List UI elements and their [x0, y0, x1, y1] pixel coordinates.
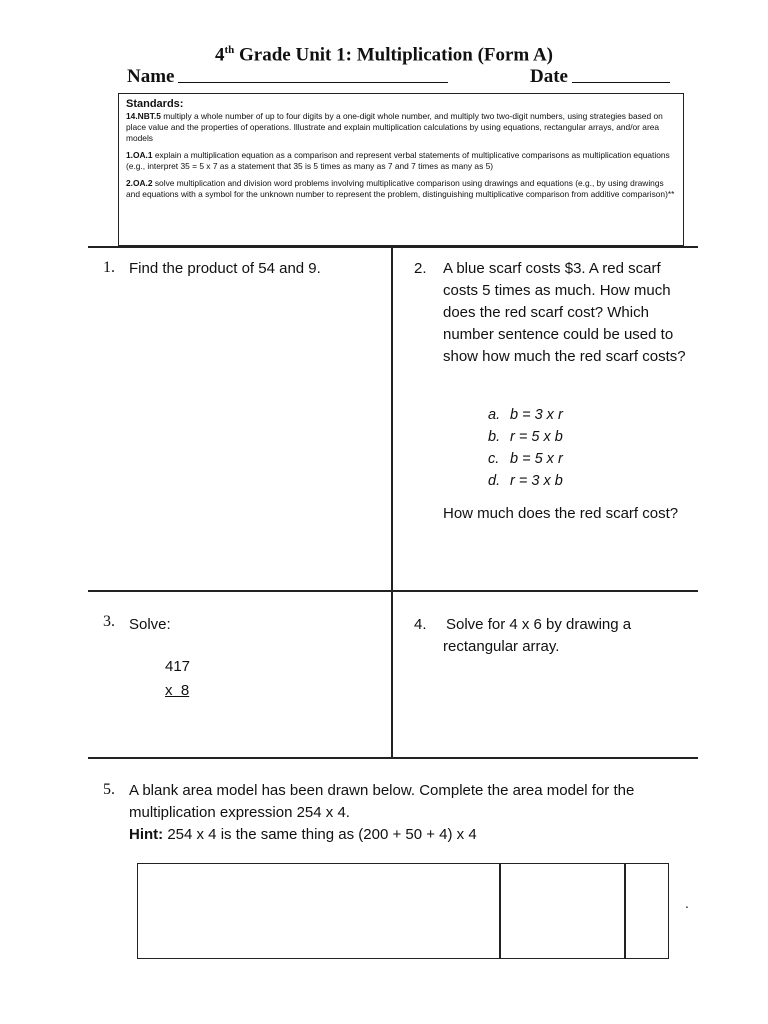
trailing-period: . [685, 895, 689, 911]
option-text: r = 3 x b [510, 473, 563, 489]
standard-item [126, 150, 676, 172]
area-model-divider [499, 864, 501, 958]
title-grade: 4 [214, 44, 225, 66]
grid-center-line [391, 246, 393, 758]
grid-top-line [88, 246, 698, 248]
standard-item [126, 178, 676, 200]
q3-multiplicand: 417 [165, 658, 191, 675]
option-letter: c. [488, 451, 500, 467]
title-text: Grade Unit 1: Multiplication (Form A) [234, 44, 554, 66]
standards-heading: Standards: [126, 98, 184, 110]
hint-label: Hint: [129, 826, 164, 843]
standard-item [126, 111, 676, 144]
date-blank-line[interactable] [572, 81, 670, 83]
q5-instructions: A blank area model has been drawn below. Complete the area model for the multiplication expression 254 x 4. [129, 782, 635, 821]
name-label: Name [127, 66, 175, 87]
worksheet-title [0, 44, 768, 66]
q3-multiplier: x 8 [165, 682, 190, 699]
q2-text: A blue scarf costs $3. A red scarf costs 5 times as much. How much does the red scarf cost? Which number sentence could be used to show how much the red scarf costs? [443, 260, 686, 365]
option-letter: a. [488, 407, 501, 423]
q2-options [488, 404, 563, 492]
standard-code: 14.NBT.5 [126, 111, 161, 121]
q2-option-b[interactable] [488, 426, 563, 448]
option-text: b = 5 x r [510, 451, 563, 467]
standard-text: solve multiplication and division word problems involving multiplicative comparison using drawings and equations (e.g., by using drawings and equations with a symbol for the unknown number to represent the problem, distinguishing multiplicative comparison from additive comparison)** [126, 178, 675, 199]
standard-text: multiply a whole number of up to four digits by a one-digit whole number, and multiply two two-digit numbers, using strategies based on place value and the properties of operations. Illustrate and explain multiplication calculations by using equations, rectangular arrays, and/or area models [126, 111, 663, 143]
hint-text: 254 x 4 is the same thing as (200 + 50 + 4) x 4 [163, 826, 477, 843]
q5-number: 5. [103, 781, 115, 798]
q4-text: Solve for 4 x 6 by drawing a rectangular array. [443, 616, 632, 655]
standard-code: 2.OA.2 [126, 178, 153, 188]
q5-text [129, 780, 689, 846]
q5-hint [129, 824, 689, 846]
date-field[interactable] [530, 66, 670, 88]
q2-follow-up: How much does the red scarf cost? [443, 505, 679, 522]
q4-number: 4. [414, 616, 427, 633]
standard-code: 1.OA.1 [126, 150, 153, 160]
standards-box [118, 93, 684, 246]
title-superscript: th [224, 44, 235, 56]
option-text: r = 5 x b [510, 429, 563, 445]
option-letter: d. [488, 473, 501, 489]
area-model-divider [624, 864, 626, 958]
standard-text: explain a multiplication equation as a comparison and represent verbal statements of multiplicative comparisons as multiplication equations (e.g., interpret 35 = 5 x 7 as a statement that 35 is 5 times as many as 7 and 7 times as many as 5) [126, 150, 670, 171]
name-blank-line[interactable] [178, 81, 448, 83]
q3-number: 3. [103, 613, 115, 630]
q2-option-d[interactable] [488, 470, 563, 492]
name-field[interactable] [127, 66, 448, 88]
q1-text: Find the product of 54 and 9. [129, 260, 321, 277]
q3-text: Solve: [129, 616, 171, 633]
grid-middle-line [88, 590, 698, 592]
option-letter: b. [488, 429, 501, 445]
area-model[interactable] [137, 863, 669, 959]
grid-bottom-line [88, 757, 698, 759]
q1-number: 1. [103, 259, 115, 276]
q2-option-c[interactable] [488, 448, 563, 470]
date-label: Date [530, 66, 568, 87]
q2-option-a[interactable] [488, 404, 563, 426]
q2-number: 2. [414, 260, 427, 277]
option-text: b = 3 x r [510, 407, 563, 423]
